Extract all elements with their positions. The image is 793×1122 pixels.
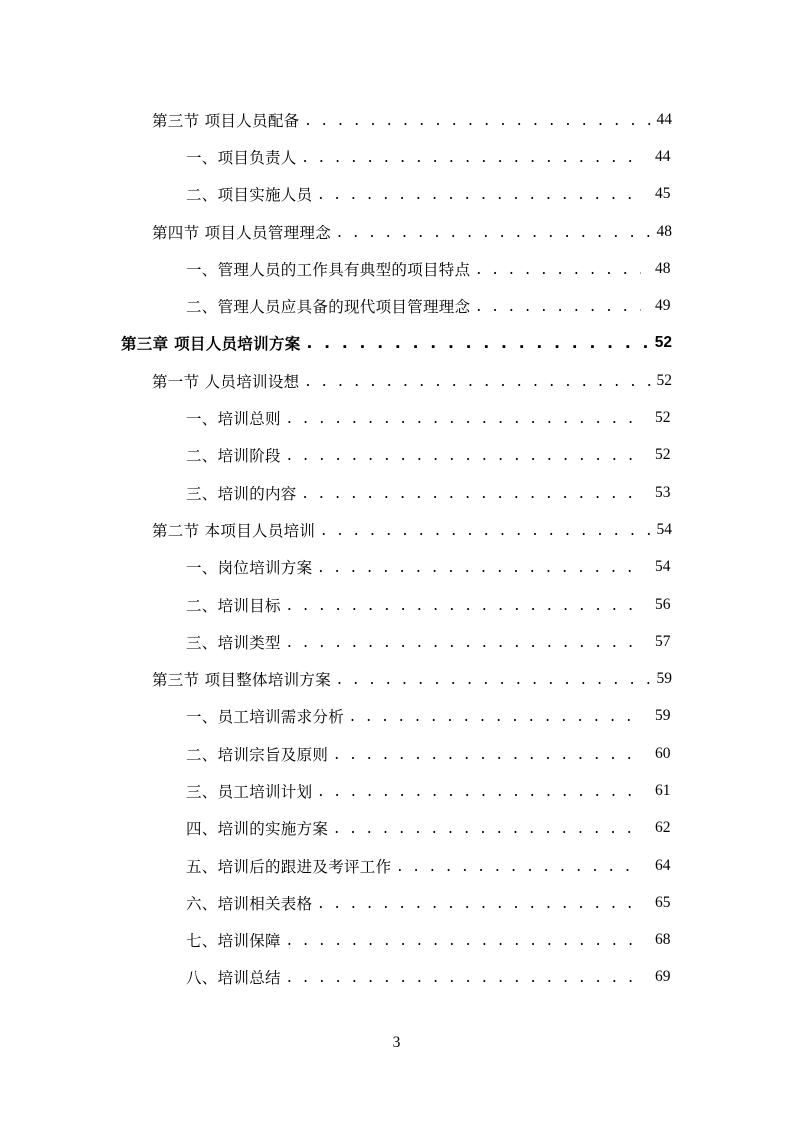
toc-entry-label: 一、管理人员的工作具有典型的项目特点 xyxy=(186,260,471,279)
toc-entry[interactable] xyxy=(0,362,672,399)
dot-leader xyxy=(321,521,650,539)
dot-leader xyxy=(303,148,641,166)
dot-leader xyxy=(287,446,641,464)
dot-leader xyxy=(318,185,641,203)
toc-entry-page: 62 xyxy=(655,819,671,837)
toc-entry[interactable] xyxy=(0,735,671,772)
toc-entry-page: 57 xyxy=(655,632,671,650)
dot-leader xyxy=(318,782,641,800)
toc-entry-label: 一、项目负责人 xyxy=(186,148,297,167)
toc-entry-page: 45 xyxy=(655,185,671,203)
toc-entry[interactable] xyxy=(0,287,671,324)
toc-entry[interactable] xyxy=(0,772,671,809)
dot-leader xyxy=(337,223,650,241)
toc-entry-page: 53 xyxy=(655,483,671,501)
toc-entry-label: 一、员工培训需求分析 xyxy=(186,708,345,727)
toc-entry-label: 第三节 项目人员配备 xyxy=(152,111,300,130)
toc-entry-label: 三、培训类型 xyxy=(186,633,281,652)
toc-entry-page: 69 xyxy=(655,968,671,986)
toc-entry-page: 56 xyxy=(655,595,671,613)
toc-entry-page: 65 xyxy=(655,893,671,911)
toc-entry-page: 52 xyxy=(656,371,672,389)
toc-entry-label: 五、培训后的跟进及考评工作 xyxy=(186,857,392,876)
toc-entry[interactable] xyxy=(0,437,671,474)
toc-entry[interactable] xyxy=(0,250,671,287)
dot-leader xyxy=(476,260,641,278)
dot-leader xyxy=(287,633,641,651)
toc-entry-page: 52 xyxy=(655,446,671,464)
toc-entry[interactable] xyxy=(0,101,672,138)
toc-entry[interactable] xyxy=(0,847,671,884)
toc-entry-label: 第三节 项目整体培训方案 xyxy=(152,671,332,690)
toc-entry[interactable] xyxy=(0,810,671,847)
toc-entry-page: 64 xyxy=(655,856,671,874)
table-of-contents xyxy=(0,101,793,996)
toc-entry-label: 三、培训的内容 xyxy=(186,484,297,503)
toc-entry-label: 第三章 项目人员培训方案 xyxy=(121,335,301,354)
dot-leader xyxy=(318,894,641,912)
toc-entry[interactable] xyxy=(0,549,671,586)
toc-entry-label: 第二节 本项目人员培训 xyxy=(152,521,316,540)
toc-entry-label: 二、培训阶段 xyxy=(186,447,281,466)
toc-entry-page: 54 xyxy=(655,558,671,576)
dot-leader xyxy=(287,596,641,614)
toc-entry-label: 一、岗位培训方案 xyxy=(186,559,313,578)
toc-entry[interactable] xyxy=(0,922,671,959)
dot-leader xyxy=(350,707,641,725)
dot-leader xyxy=(334,819,641,837)
dot-leader xyxy=(303,484,641,502)
toc-entry-page: 61 xyxy=(655,781,671,799)
dot-leader xyxy=(397,857,641,875)
toc-entry-page: 68 xyxy=(655,931,671,949)
toc-entry-label: 二、项目实施人员 xyxy=(186,186,313,205)
toc-entry-page: 52 xyxy=(655,409,671,427)
dot-leader xyxy=(287,409,641,427)
toc-entry-label: 二、管理人员应具备的现代项目管理理念 xyxy=(186,298,471,317)
toc-entry[interactable] xyxy=(0,623,671,660)
toc-entry-page: 48 xyxy=(655,259,671,277)
toc-entry-label: 三、员工培训计划 xyxy=(186,782,313,801)
toc-entry[interactable] xyxy=(0,325,672,362)
toc-entry-page: 60 xyxy=(655,744,671,762)
toc-entry[interactable] xyxy=(0,138,671,175)
toc-entry[interactable] xyxy=(0,474,671,511)
toc-entry-label: 六、培训相关表格 xyxy=(186,894,313,913)
dot-leader xyxy=(337,670,650,688)
toc-entry-label: 第四节 项目人员管理理念 xyxy=(152,223,332,242)
toc-entry[interactable] xyxy=(0,660,672,697)
toc-entry-label: 二、培训宗旨及原则 xyxy=(186,745,329,764)
toc-entry-page: 59 xyxy=(655,707,671,725)
toc-entry-page: 49 xyxy=(655,297,671,315)
dot-leader xyxy=(318,558,641,576)
toc-entry[interactable] xyxy=(0,511,672,548)
dot-leader xyxy=(334,745,641,763)
toc-entry-label: 四、培训的实施方案 xyxy=(186,820,329,839)
dot-leader xyxy=(287,931,641,949)
toc-entry[interactable] xyxy=(0,399,671,436)
toc-entry[interactable] xyxy=(0,586,671,623)
dot-leader xyxy=(305,111,650,129)
dot-leader xyxy=(305,372,650,390)
toc-entry-page: 44 xyxy=(655,147,671,165)
toc-entry-page: 54 xyxy=(656,520,672,538)
toc-entry[interactable] xyxy=(0,176,671,213)
toc-entry-label: 八、培训总结 xyxy=(186,969,281,988)
toc-entry-page: 44 xyxy=(656,110,672,128)
dot-leader xyxy=(287,968,641,986)
dot-leader xyxy=(476,297,641,315)
toc-entry[interactable] xyxy=(0,213,672,250)
toc-entry-label: 第一节 人员培训设想 xyxy=(152,372,300,391)
toc-entry-page: 52 xyxy=(654,334,672,352)
page-number: 3 xyxy=(392,1034,401,1051)
toc-entry-label: 七、培训保障 xyxy=(186,932,281,951)
toc-entry[interactable] xyxy=(0,884,671,921)
toc-entry-label: 一、培训总则 xyxy=(186,410,281,429)
toc-entry-label: 二、培训目标 xyxy=(186,596,281,615)
toc-entry[interactable] xyxy=(0,959,671,996)
toc-entry-page: 48 xyxy=(656,222,672,240)
toc-entry[interactable] xyxy=(0,698,671,735)
dot-leader xyxy=(307,334,649,352)
toc-entry-page: 59 xyxy=(656,670,672,688)
